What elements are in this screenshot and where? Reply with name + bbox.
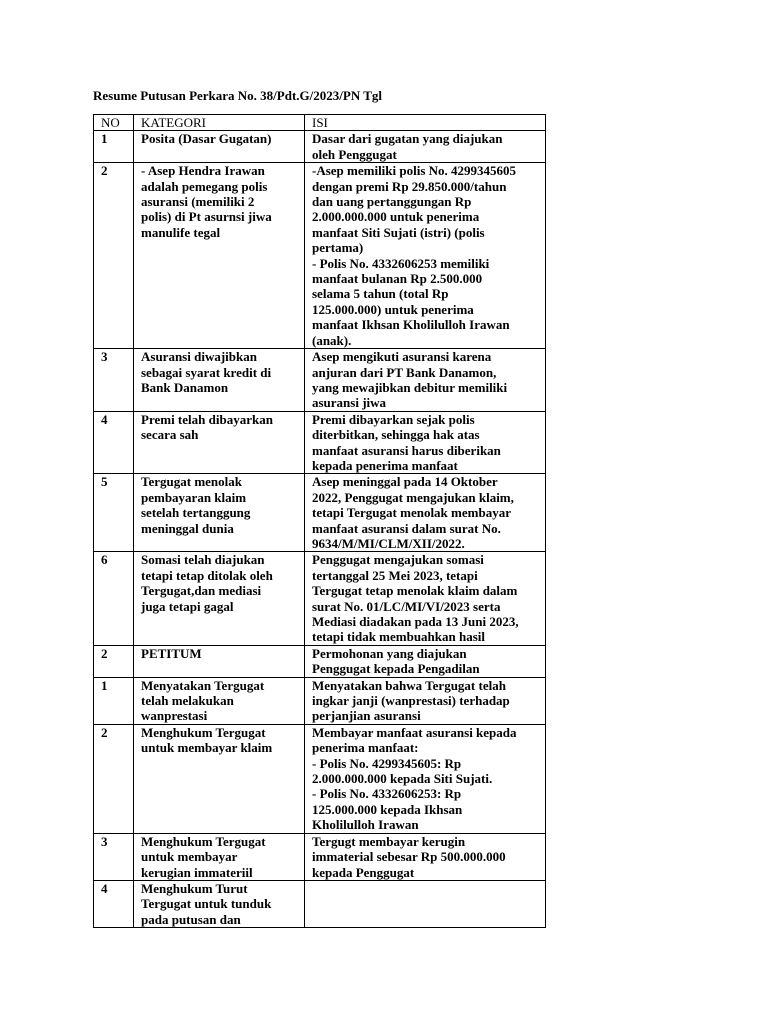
row-isi-text: Tergugt membayar kerugin immaterial sebesar Rp 500.000.000 kepada Penggugat (312, 833, 506, 880)
table-row (94, 411, 546, 474)
row-no-text: 1 (101, 131, 108, 147)
row-kategori-text: Menyatakan Tergugat telah melakukan wanprestasi (141, 677, 265, 724)
row-isi-text: Permohonan yang diajukan Penggugat kepada Pengadilan (312, 645, 480, 677)
row-isi (305, 645, 546, 677)
row-no-text: 5 (101, 474, 108, 490)
row-kategori (134, 474, 305, 552)
table-row (94, 474, 546, 552)
header-isi: ISI (305, 115, 546, 131)
table-row (94, 880, 546, 927)
row-no (94, 552, 134, 645)
row-kategori (134, 163, 305, 349)
row-kategori (134, 131, 305, 163)
row-kategori-text: Menghukum Turut Tergugat untuk tunduk pada putusan dan (141, 880, 272, 927)
row-no-text: 3 (101, 833, 108, 849)
table-row (94, 645, 546, 677)
row-isi-text: Menyatakan bahwa Tergugat telah ingkar janji (wanprestasi) terhadap perjanjian asuransi (312, 677, 510, 724)
row-isi (305, 349, 546, 412)
row-no-text: 2 (101, 163, 108, 179)
row-no (94, 880, 134, 927)
row-no-text: 3 (101, 349, 108, 365)
row-kategori-text: Posita (Dasar Gugatan) (141, 131, 272, 147)
resume-table (93, 114, 546, 928)
row-no (94, 677, 134, 724)
row-no (94, 833, 134, 880)
row-kategori-text: Asuransi diwajibkan sebagai syarat kredit di Bank Danamon (141, 349, 272, 395)
row-kategori (134, 677, 305, 724)
row-no-text: 2 (101, 645, 108, 661)
row-isi (305, 677, 546, 724)
row-no (94, 724, 134, 833)
page-title: Resume Putusan Perkara No. 38/Pdt.G/2023/PN Tgl (93, 88, 383, 103)
row-no (94, 131, 134, 163)
row-kategori (134, 552, 305, 645)
row-kategori-text: PETITUM (141, 645, 202, 661)
row-isi-text: Dasar dari gugatan yang diajukan oleh Penggugat (312, 131, 503, 162)
table-row (94, 131, 546, 163)
row-isi-text: Penggugat mengajukan somasi tertanggal 25 Mei 2023, tetapi Tergugat tetap menolak klaim dalam surat No. 01/LC/MI/VI/2023 serta Mediasi diadakan pada 13 Juni 2023, tetapi tidak membuahkan hasil (312, 552, 519, 645)
table-row (94, 349, 546, 412)
row-isi (305, 474, 546, 552)
row-no (94, 163, 134, 349)
row-isi (305, 411, 546, 474)
row-kategori-text: Menghukum Tergugat untuk membayar klaim (141, 724, 273, 756)
row-kategori (134, 880, 305, 927)
row-isi (305, 131, 546, 163)
row-kategori-text: - Asep Hendra Irawan adalah pemegang polis asuransi (memiliki 2 polis) di Pt asurnsi jiwa manulife tegal (141, 163, 272, 240)
row-no (94, 349, 134, 412)
row-isi-text: Membayar manfaat asuransi kepada penerima manfaat: - Polis No. 4299345605: Rp 2.000.000.000 kepada Siti Sujati. - Polis No. 4332606253: Rp 125.000.000 kepada Ikhsan Kholilulloh Irawan (312, 724, 517, 833)
row-kategori (134, 349, 305, 412)
header-kategori: KATEGORI (134, 115, 305, 131)
row-kategori-text: Premi telah dibayarkan secara sah (141, 411, 273, 443)
table-row (94, 552, 546, 645)
row-kategori (134, 645, 305, 677)
row-no (94, 411, 134, 474)
row-no (94, 645, 134, 677)
row-no-text: 6 (101, 552, 108, 568)
row-isi-text: Asep mengikuti asuransi karena anjuran dari PT Bank Danamon, yang mewajibkan debitur memiliki asuransi jiwa (312, 349, 508, 411)
row-isi-text: Premi dibayarkan sejak polis diterbitkan, sehingga hak atas manfaat asuransi harus diberikan kepada penerima manfaat (312, 411, 501, 473)
row-no-text: 4 (101, 411, 108, 427)
row-isi (305, 552, 546, 645)
table-row (94, 677, 546, 724)
row-isi (305, 724, 546, 833)
table-row (94, 724, 546, 833)
table-row (94, 163, 546, 349)
row-kategori-text: Menghukum Tergugat untuk membayar kerugian immateriil (141, 833, 266, 880)
table-row (94, 833, 546, 880)
row-isi (305, 880, 546, 927)
row-no-text: 1 (101, 677, 108, 693)
row-kategori (134, 724, 305, 833)
row-no (94, 474, 134, 552)
row-isi (305, 833, 546, 880)
row-no-text: 4 (101, 880, 108, 896)
row-isi-text: Asep meninggal pada 14 Oktober 2022, Penggugat mengajukan klaim, tetapi Tergugat menolak membayar manfaat asuransi dalam surat No. 9634/M/MI/CLM/XII/2022. (312, 474, 514, 551)
row-kategori-text: Tergugat menolak pembayaran klaim setelah tertanggung meninggal dunia (141, 474, 251, 536)
header-no: NO (94, 115, 134, 131)
row-no-text: 2 (101, 724, 108, 740)
row-kategori (134, 833, 305, 880)
row-isi (305, 163, 546, 349)
table-header-row (94, 115, 546, 131)
row-isi-text: -Asep memiliki polis No. 4299345605 dengan premi Rp 29.850.000/tahun dan uang pertanggungan Rp 2.000.000.000 untuk penerima manfaat Siti Sujati (istri) (polis pertama) - Polis No. 4332606253 memiliki manfaat bulanan Rp 2.500.000 selama 5 tahun (total Rp 125.000.000) untuk penerima manfaat Ikhsan Kholilulloh Irawan (anak). (312, 163, 517, 348)
row-kategori-text: Somasi telah diajukan tetapi tetap ditolak oleh Tergugat,dan mediasi juga tetapi gagal (141, 552, 273, 614)
row-kategori (134, 411, 305, 474)
